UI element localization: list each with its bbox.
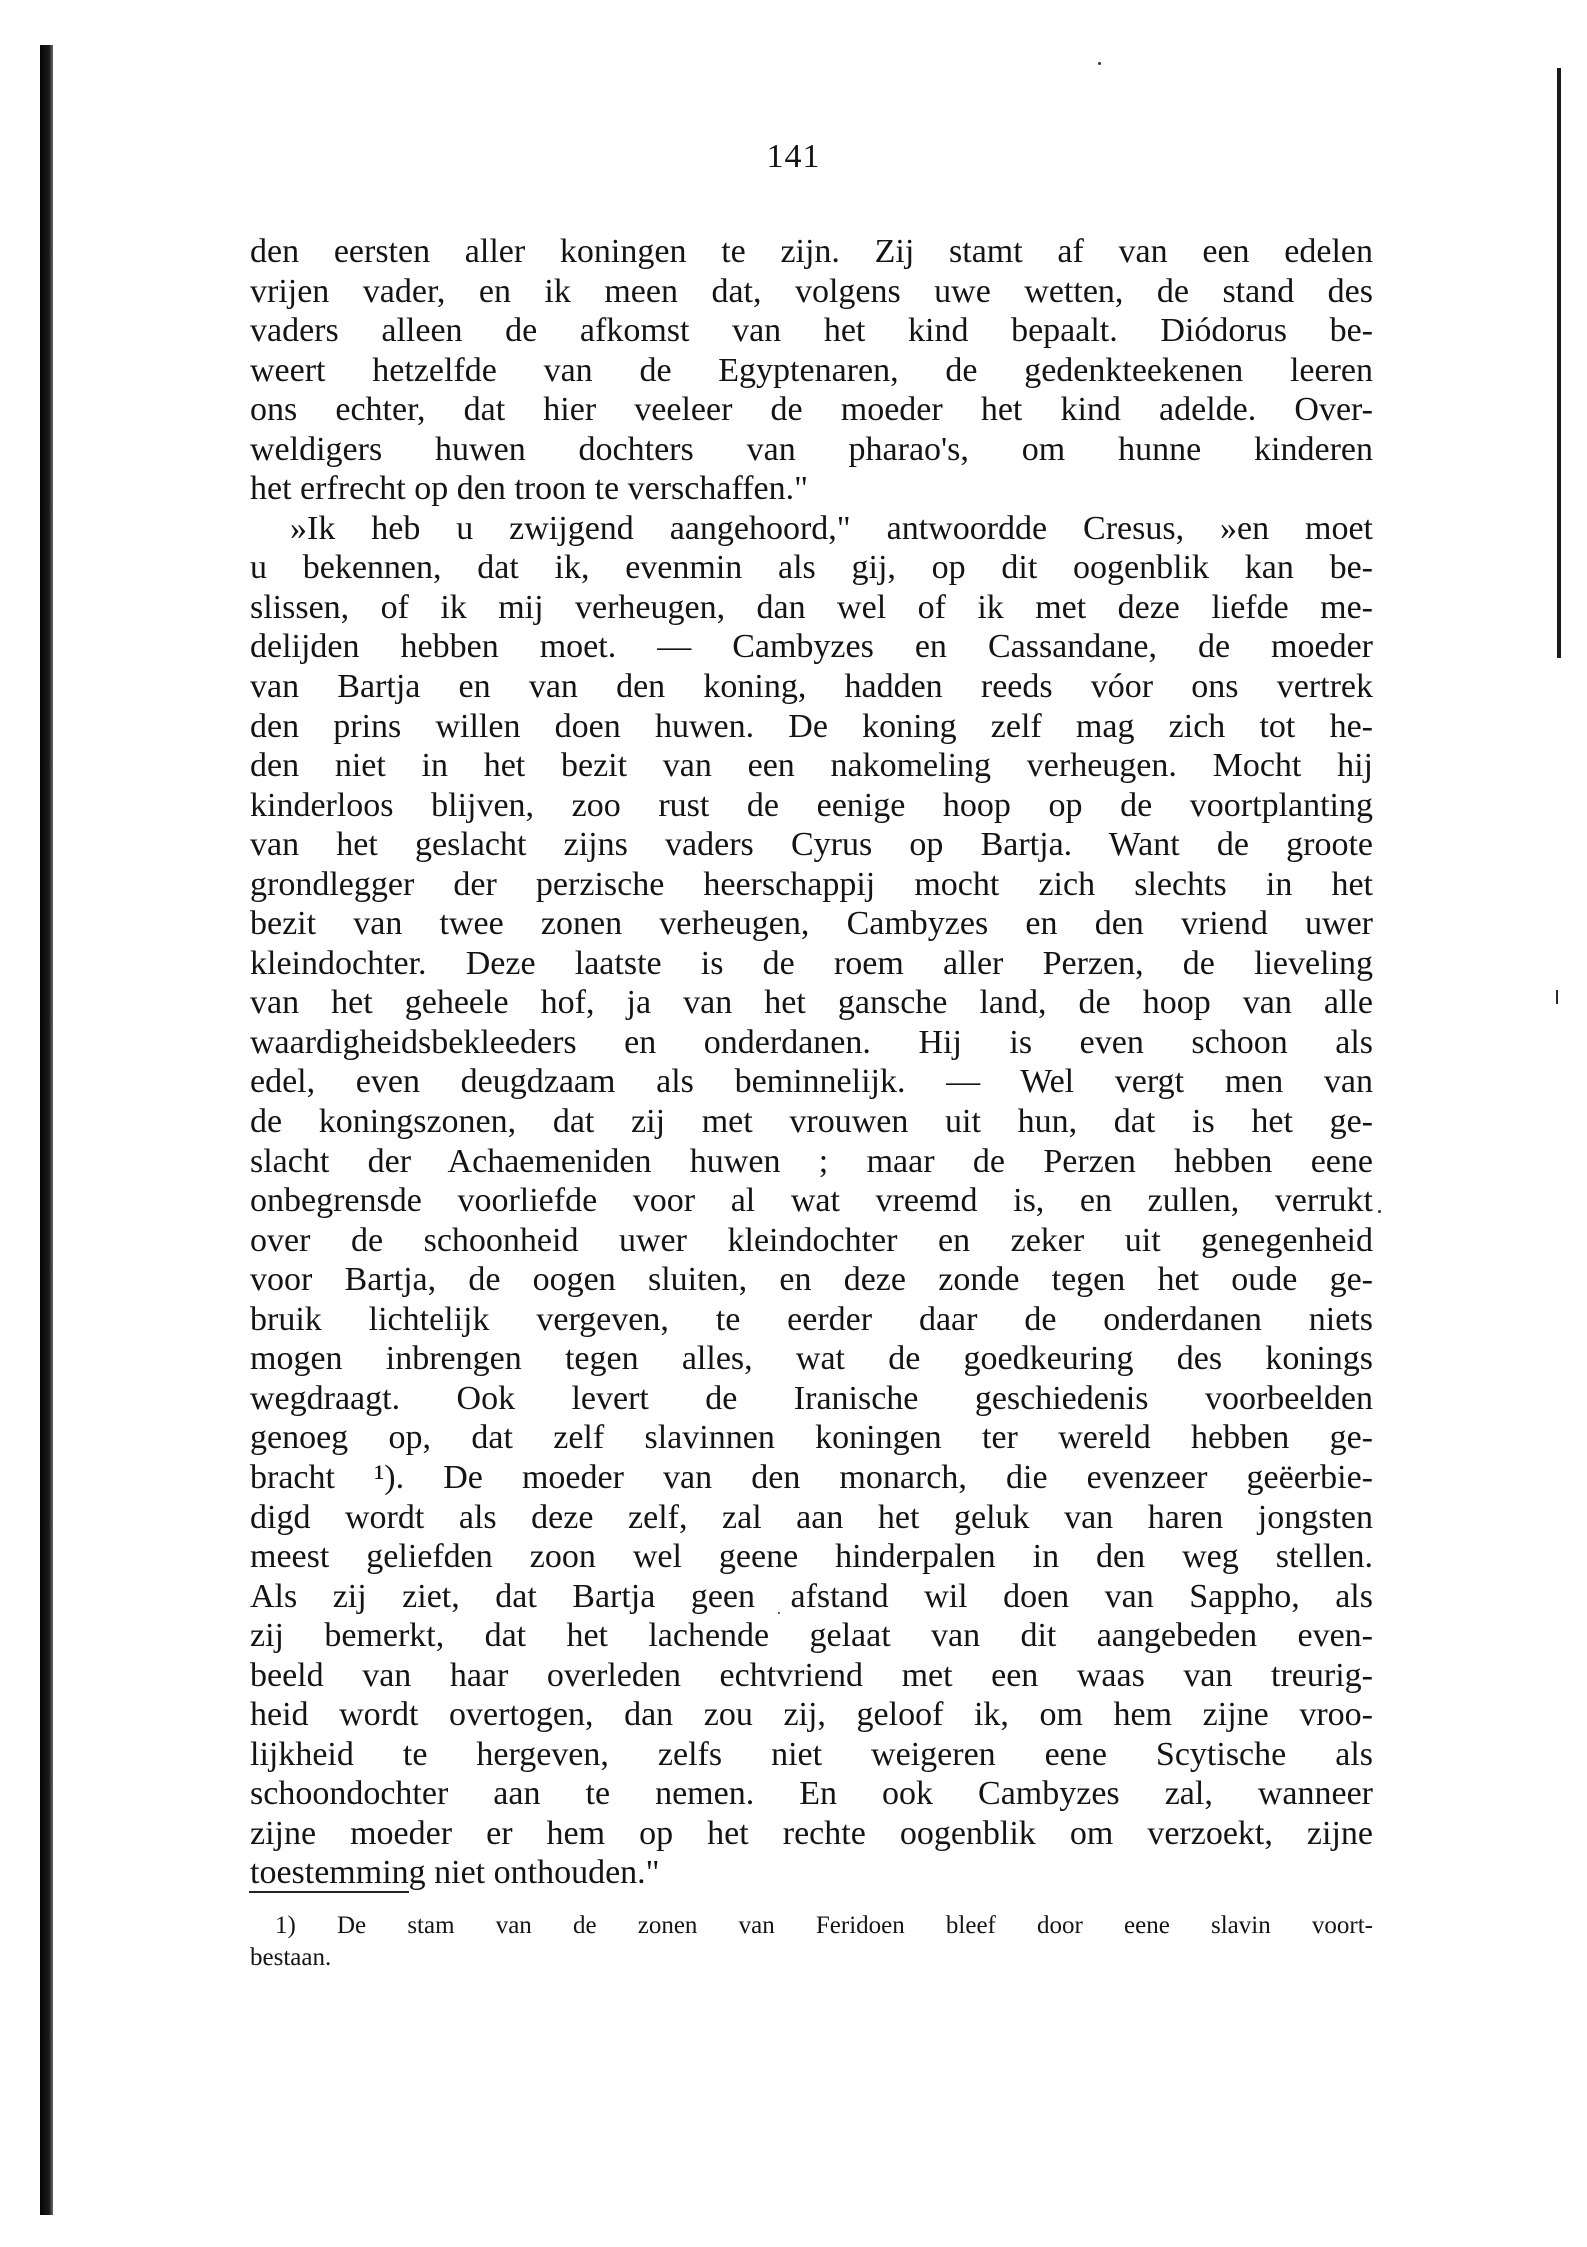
dust-speck xyxy=(1378,1210,1381,1213)
text-line: vaders alleen de afkomst van het kind bepaalt. Diódorus be- xyxy=(250,312,1373,350)
text-line: mogen inbrengen tegen alles, wat de goedkeuring des konings xyxy=(250,1340,1373,1378)
scan-mark xyxy=(1556,990,1558,1004)
footnote-divider xyxy=(249,1891,409,1893)
text-line: van Bartja en van den koning, hadden reeds vóor ons vertrek xyxy=(250,668,1373,706)
text-line: meest geliefden zoon wel geene hinderpalen in den weg stellen. xyxy=(250,1538,1373,1576)
footnote-line: bestaan. xyxy=(250,1944,332,1971)
text-line: wegdraagt. Ook levert de Iranische geschiedenis voorbeelden xyxy=(250,1379,1373,1417)
text-line: Als zij ziet, dat Bartja geen afstand wil doen van Sappho, als xyxy=(250,1577,1373,1615)
text-line: edel, even deugdzaam als beminnelijk. — Wel vergt men van xyxy=(250,1063,1373,1101)
text-line: kinderloos blijven, zoo rust de eenige hoop op de voortplanting xyxy=(250,786,1373,824)
text-line: den prins willen doen huwen. De koning zelf mag zich tot he- xyxy=(250,707,1373,745)
text-line: vrijen vader, en ik meen dat, volgens uwe wetten, de stand des xyxy=(250,272,1373,310)
body-text xyxy=(250,232,1373,1893)
text-line: »Ik heb u zwijgend aangehoord," antwoordde Cresus, »en moet xyxy=(290,509,1373,547)
footnote-line: 1) De stam van de zonen van Feridoen bleef door eene slavin voort- xyxy=(275,1912,1373,1939)
text-line: bracht ¹). De moeder van den monarch, die evenzeer geëerbie- xyxy=(250,1458,1373,1496)
text-line: zijne moeder er hem op het rechte oogenblik om verzoekt, zijne xyxy=(250,1814,1373,1852)
text-line: onbegrensde voorliefde voor al wat vreemd is, en zullen, verrukt xyxy=(250,1182,1373,1220)
text-line: van het geheele hof, ja van het gansche land, de hoop van alle xyxy=(250,984,1373,1022)
text-line: over de schoonheid uwer kleindochter en zeker uit genegenheid xyxy=(250,1221,1373,1259)
text-line: slissen, of ik mij verheugen, dan wel of ik met deze liefde me- xyxy=(250,588,1373,626)
page-number: 141 xyxy=(766,138,821,175)
footnote xyxy=(250,1910,1373,1974)
text-line: den niet in het bezit van een nakomeling verheugen. Mocht hij xyxy=(250,747,1373,785)
text-line: kleindochter. Deze laatste is de roem aller Perzen, de lieveling xyxy=(250,944,1373,982)
dust-speck xyxy=(1098,62,1101,65)
text-line: schoondochter aan te nemen. En ook Cambyzes zal, wanneer xyxy=(250,1775,1373,1813)
text-line: van het geslacht zijns vaders Cyrus op Bartja. Want de groote xyxy=(250,826,1373,864)
text-line: heid wordt overtogen, dan zou zij, geloof ik, om hem zijne vroo- xyxy=(250,1696,1373,1734)
text-line: weldigers huwen dochters van pharao's, om hunne kinderen xyxy=(250,430,1373,468)
text-line: genoeg op, dat zelf slavinnen koningen ter wereld hebben ge- xyxy=(250,1419,1373,1457)
text-line: grondlegger der perzische heerschappij mocht zich slechts in het xyxy=(250,865,1373,903)
text-line: waardigheidsbekleeders en onderdanen. Hij is even schoon als xyxy=(250,1023,1373,1061)
text-line: voor Bartja, de oogen sluiten, en deze zonde tegen het oude ge- xyxy=(250,1261,1373,1299)
text-line: delijden hebben moet. — Cambyzes en Cassandane, de moeder xyxy=(250,628,1373,666)
text-line: ons echter, dat hier veeleer de moeder het kind adelde. Over- xyxy=(250,391,1373,429)
text-line: bezit van twee zonen verheugen, Cambyzes en den vriend uwer xyxy=(250,905,1373,943)
scan-edge-left xyxy=(40,45,53,2215)
text-line: zij bemerkt, dat het lachende gelaat van dit aangebeden even- xyxy=(250,1617,1373,1655)
text-line: de koningszonen, dat zij met vrouwen uit hun, dat is het ge- xyxy=(250,1103,1373,1141)
text-line: toestemming niet onthouden." xyxy=(250,1854,660,1892)
text-line: digd wordt als deze zelf, zal aan het geluk van haren jongsten xyxy=(250,1498,1373,1536)
text-line: slacht der Achaemeniden huwen ; maar de Perzen hebben eene xyxy=(250,1142,1373,1180)
text-line: het erfrecht op den troon te verschaffen." xyxy=(250,470,808,508)
text-line: beeld van haar overleden echtvriend met een waas van treurig- xyxy=(250,1656,1373,1694)
text-line: bruik lichtelijk vergeven, te eerder daar de onderdanen niets xyxy=(250,1300,1373,1338)
text-line: weert hetzelfde van de Egyptenaren, de gedenkteekenen leeren xyxy=(250,351,1373,389)
text-line: den eersten aller koningen te zijn. Zij stamt af van een edelen xyxy=(250,233,1373,270)
text-line: u bekennen, dat ik, evenmin als gij, op dit oogenblik kan be- xyxy=(250,549,1373,587)
text-line: lijkheid te hergeven, zelfs niet weigeren eene Scytische als xyxy=(250,1735,1373,1773)
